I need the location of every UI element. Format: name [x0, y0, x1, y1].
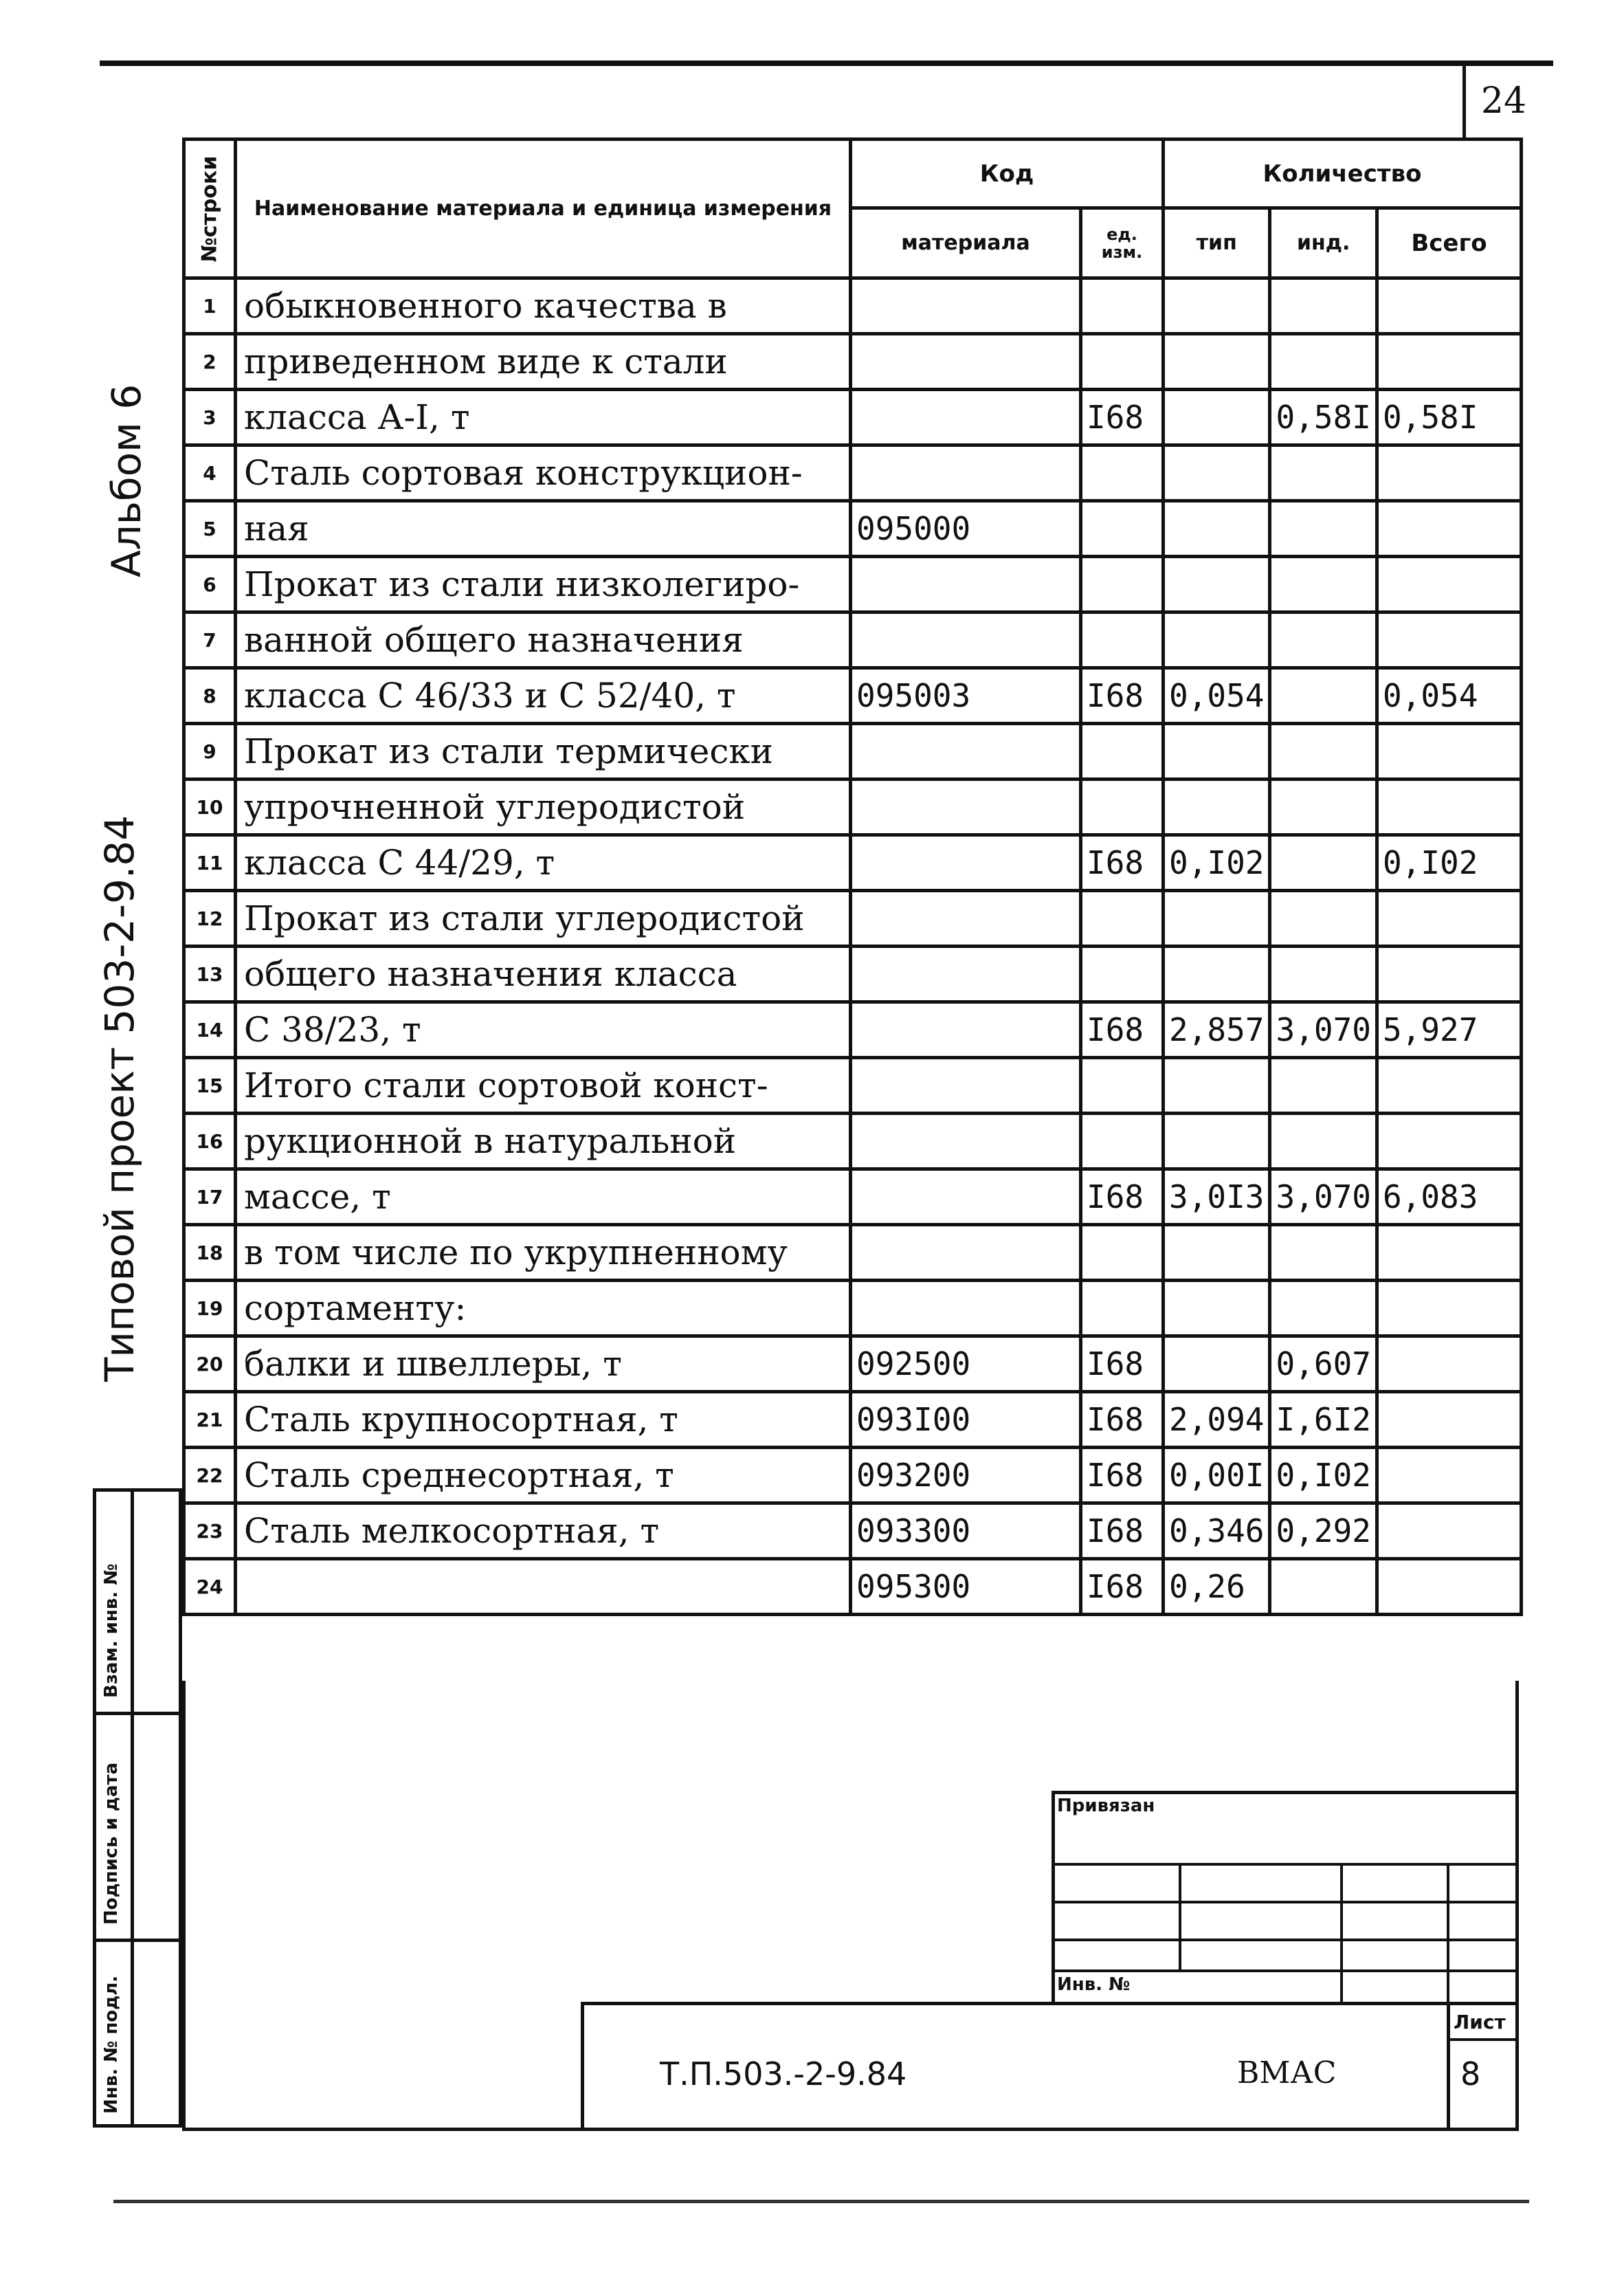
album-title: Альбом 6 [103, 384, 150, 577]
cell-qty-total [1377, 1114, 1521, 1169]
cell-qty-ind [1270, 445, 1377, 501]
cell-row-number: 21 [184, 1392, 236, 1448]
table-row [184, 1559, 1522, 1615]
cell-qty-ind: I,6I2 [1270, 1392, 1377, 1448]
cell-material-code: 092500 [851, 1336, 1081, 1392]
cell-qty-total [1377, 891, 1521, 947]
cell-qty-ind [1270, 557, 1377, 612]
cell-material-name: Сталь среднесортная, т [236, 1448, 851, 1503]
table-body [184, 278, 1522, 1615]
cell-qty-total [1377, 1392, 1521, 1448]
cell-qty-total [1377, 724, 1521, 780]
cell-qty-ind [1270, 1559, 1377, 1615]
cell-unit-code [1081, 1281, 1164, 1336]
cell-material-name: Прокат из стали углеродистой [236, 891, 851, 947]
bottom-border-rule [113, 2200, 1529, 2203]
cell-qty-total [1377, 557, 1521, 612]
cell-row-number: 6 [184, 557, 236, 612]
cell-row-number: 8 [184, 668, 236, 724]
cell-qty-ind [1270, 612, 1377, 668]
cell-material-code [851, 1169, 1081, 1225]
cell-qty-ind [1270, 1058, 1377, 1114]
header-quantity: Количество [1164, 140, 1522, 208]
cell-row-number: 24 [184, 1559, 236, 1615]
cell-material-code [851, 334, 1081, 390]
cell-unit-code [1081, 947, 1164, 1002]
cell-qty-total [1377, 445, 1521, 501]
sheet-number: 24 [1480, 80, 1527, 122]
cell-unit-code: I68 [1081, 1448, 1164, 1503]
cell-row-number: 19 [184, 1281, 236, 1336]
cell-qty-type [1164, 1281, 1270, 1336]
cell-material-code [851, 947, 1081, 1002]
cell-qty-type: 2,094 [1164, 1392, 1270, 1448]
cell-material-code [851, 780, 1081, 835]
cell-row-number: 16 [184, 1114, 236, 1169]
cell-material-code [851, 1281, 1081, 1336]
cell-qty-type [1164, 724, 1270, 780]
header-code: Код [851, 140, 1164, 208]
cell-material-code: 095003 [851, 668, 1081, 724]
table-row [184, 1392, 1522, 1448]
cell-qty-ind [1270, 1225, 1377, 1281]
cell-material-name: класса А-I, т [236, 390, 851, 445]
cell-qty-ind: 3,070 [1270, 1169, 1377, 1225]
cell-material-code [851, 891, 1081, 947]
cell-unit-code: I68 [1081, 1169, 1164, 1225]
table-row [184, 891, 1522, 947]
cell-qty-type [1164, 612, 1270, 668]
cell-material-name [236, 1559, 851, 1615]
cell-material-code [851, 1225, 1081, 1281]
sheet-label: Лист [1454, 2011, 1506, 2033]
cell-unit-code: I68 [1081, 1002, 1164, 1058]
cell-qty-type [1164, 1114, 1270, 1169]
cell-qty-ind [1270, 334, 1377, 390]
table-row [184, 1058, 1522, 1114]
cell-row-number: 3 [184, 390, 236, 445]
cell-row-number: 23 [184, 1503, 236, 1559]
cell-qty-total [1377, 780, 1521, 835]
cell-material-code [851, 835, 1081, 891]
cell-material-code: 095300 [851, 1559, 1081, 1615]
cell-qty-total [1377, 334, 1521, 390]
cell-unit-code [1081, 891, 1164, 947]
doc-name: ВМАС [1237, 2055, 1337, 2090]
cell-material-code [851, 390, 1081, 445]
cell-qty-type [1164, 334, 1270, 390]
cell-row-number: 20 [184, 1336, 236, 1392]
cell-material-code [851, 1058, 1081, 1114]
cell-qty-type [1164, 780, 1270, 835]
cell-material-name: обыкновенного качества в [236, 278, 851, 334]
left-stamp-separator-1 [93, 1712, 182, 1715]
table-row [184, 1448, 1522, 1503]
table-row [184, 1002, 1522, 1058]
cell-unit-code: I68 [1081, 668, 1164, 724]
cell-row-number: 18 [184, 1225, 236, 1281]
cell-qty-total [1377, 1448, 1521, 1503]
cell-material-name: Итого стали сортовой конст- [236, 1058, 851, 1114]
cell-qty-type: 0,00I [1164, 1448, 1270, 1503]
table-row [184, 1114, 1522, 1169]
cell-qty-total: 0,58I [1377, 390, 1521, 445]
cell-qty-type [1164, 1336, 1270, 1392]
cell-material-name: балки и швеллеры, т [236, 1336, 851, 1392]
cell-qty-total [1377, 278, 1521, 334]
applied-col-2 [1340, 1863, 1343, 2004]
cell-qty-type: 2,857 [1164, 1002, 1270, 1058]
applied-col-1 [1179, 1863, 1181, 1969]
table-row [184, 445, 1522, 501]
cell-material-name: Сталь сортовая конструкцион- [236, 445, 851, 501]
table-row [184, 780, 1522, 835]
cell-qty-total [1377, 1225, 1521, 1281]
cell-unit-code [1081, 557, 1164, 612]
cell-material-name: в том числе по укрупненному [236, 1225, 851, 1281]
sheet-cell-left [1447, 2002, 1450, 2131]
project-title: Типовой проект 503-2-9.84 [96, 815, 143, 1382]
cell-qty-ind [1270, 501, 1377, 557]
cell-material-name: С 38/23, т [236, 1002, 851, 1058]
cell-row-number: 10 [184, 780, 236, 835]
cell-material-code [851, 278, 1081, 334]
table-row [184, 1281, 1522, 1336]
cell-unit-code [1081, 1114, 1164, 1169]
cell-material-name: общего назначения класса [236, 947, 851, 1002]
cell-qty-type: 0,26 [1164, 1559, 1270, 1615]
cell-row-number: 5 [184, 501, 236, 557]
table-row [184, 334, 1522, 390]
cell-qty-total: 0,054 [1377, 668, 1521, 724]
cell-row-number: 11 [184, 835, 236, 891]
top-border-rule [100, 60, 1553, 66]
cell-qty-type: 0,054 [1164, 668, 1270, 724]
cell-qty-total [1377, 947, 1521, 1002]
table-row [184, 724, 1522, 780]
cell-unit-code [1081, 1225, 1164, 1281]
cell-qty-total: 0,I02 [1377, 835, 1521, 891]
cell-unit-code: I68 [1081, 1392, 1164, 1448]
cell-material-name: приведенном виде к стали [236, 334, 851, 390]
cell-material-code [851, 557, 1081, 612]
cell-row-number: 22 [184, 1448, 236, 1503]
table-row [184, 1169, 1522, 1225]
cell-material-name: класса С 44/29, т [236, 835, 851, 891]
cell-material-name: рукционной в натуральной [236, 1114, 851, 1169]
table-row [184, 947, 1522, 1002]
cell-material-name: Прокат из стали низколегиро- [236, 557, 851, 612]
cell-qty-ind [1270, 780, 1377, 835]
left-stamp-separator-2 [93, 1939, 182, 1942]
cell-unit-code: I68 [1081, 390, 1164, 445]
title-block-left [581, 2002, 584, 2131]
table-row [184, 278, 1522, 334]
cell-material-code: 095000 [851, 501, 1081, 557]
header-code-material: материала [851, 208, 1081, 278]
table-row [184, 1503, 1522, 1559]
cell-qty-type [1164, 1058, 1270, 1114]
cell-material-name: ванной общего назначения [236, 612, 851, 668]
cell-unit-code [1081, 612, 1164, 668]
inv-no-label: Инв. № [1057, 1974, 1131, 1995]
cell-row-number: 12 [184, 891, 236, 947]
doc-code: Т.П.503.-2-9.84 [660, 2055, 907, 2093]
stamp-inv-orig: Инв. № подл. [101, 1975, 122, 2114]
header-qty-ind: инд. [1270, 208, 1377, 278]
cell-qty-type [1164, 390, 1270, 445]
applied-label: Привязан [1057, 1796, 1155, 1816]
cell-unit-code [1081, 278, 1164, 334]
cell-qty-total [1377, 612, 1521, 668]
cell-qty-ind [1270, 724, 1377, 780]
cell-qty-total [1377, 1336, 1521, 1392]
cell-material-name: класса С 46/33 и С 52/40, т [236, 668, 851, 724]
sheet-cell-divider [1447, 2038, 1519, 2041]
cell-material-code: 093I00 [851, 1392, 1081, 1448]
cell-material-code [851, 1114, 1081, 1169]
materials-table [182, 137, 1523, 1616]
cell-material-name: Сталь крупносортная, т [236, 1392, 851, 1448]
cell-qty-type [1164, 557, 1270, 612]
cell-row-number: 15 [184, 1058, 236, 1114]
cell-qty-total: 6,083 [1377, 1169, 1521, 1225]
sheet-value: 8 [1460, 2055, 1481, 2093]
cell-qty-type: 0,I02 [1164, 835, 1270, 891]
cell-row-number: 2 [184, 334, 236, 390]
header-code-unit: ед. изм. [1081, 208, 1164, 278]
cell-qty-ind [1270, 835, 1377, 891]
cell-qty-total [1377, 1058, 1521, 1114]
cell-row-number: 14 [184, 1002, 236, 1058]
cell-material-name: массе, т [236, 1169, 851, 1225]
cell-unit-code: I68 [1081, 1559, 1164, 1615]
cell-qty-type [1164, 278, 1270, 334]
cell-row-number: 7 [184, 612, 236, 668]
cell-row-number: 4 [184, 445, 236, 501]
cell-qty-ind [1270, 278, 1377, 334]
cell-qty-ind: 0,607 [1270, 1336, 1377, 1392]
cell-unit-code: I68 [1081, 835, 1164, 891]
title-block-top [581, 2002, 1519, 2005]
cell-row-number: 17 [184, 1169, 236, 1225]
stamp-replace-inv: Взам. инв. № [101, 1563, 122, 1698]
cell-unit-code [1081, 334, 1164, 390]
cell-qty-ind: 0,58I [1270, 390, 1377, 445]
cell-qty-total [1377, 1503, 1521, 1559]
cell-unit-code [1081, 1058, 1164, 1114]
cell-qty-total: 5,927 [1377, 1002, 1521, 1058]
cell-material-code [851, 724, 1081, 780]
table-row [184, 390, 1522, 445]
cell-material-name: Прокат из стали термически [236, 724, 851, 780]
cell-qty-ind [1270, 891, 1377, 947]
cell-qty-ind: 0,I02 [1270, 1448, 1377, 1503]
cell-unit-code [1081, 724, 1164, 780]
cell-unit-code [1081, 780, 1164, 835]
cell-qty-ind: 0,292 [1270, 1503, 1377, 1559]
cell-qty-total [1377, 1559, 1521, 1615]
cell-qty-ind: 3,070 [1270, 1002, 1377, 1058]
cell-material-name: упрочненной углеродистой [236, 780, 851, 835]
cell-material-code [851, 1002, 1081, 1058]
cell-qty-type [1164, 947, 1270, 1002]
cell-material-name: сортаменту: [236, 1281, 851, 1336]
header-qty-total: Всего [1377, 208, 1521, 278]
cell-qty-type [1164, 501, 1270, 557]
cell-row-number: 9 [184, 724, 236, 780]
cell-qty-type [1164, 1225, 1270, 1281]
applied-block-top [1052, 1791, 1519, 1794]
cell-qty-type [1164, 445, 1270, 501]
cell-qty-type: 0,346 [1164, 1503, 1270, 1559]
cell-unit-code [1081, 501, 1164, 557]
table-row [184, 668, 1522, 724]
table-row [184, 501, 1522, 557]
cell-material-code [851, 445, 1081, 501]
table-row [184, 1336, 1522, 1392]
cell-qty-ind [1270, 1281, 1377, 1336]
header-qty-type: тип [1164, 208, 1270, 278]
cell-qty-ind [1270, 668, 1377, 724]
stamp-sign-date: Подпись и дата [101, 1762, 122, 1925]
cell-row-number: 13 [184, 947, 236, 1002]
cell-material-name: Сталь мелкосортная, т [236, 1503, 851, 1559]
cell-qty-total [1377, 501, 1521, 557]
cell-qty-type: 3,0I3 [1164, 1169, 1270, 1225]
table-row [184, 557, 1522, 612]
cell-material-code: 093300 [851, 1503, 1081, 1559]
cell-qty-ind [1270, 1114, 1377, 1169]
table-row [184, 1225, 1522, 1281]
cell-row-number: 1 [184, 278, 236, 334]
header-row-number: №строки [184, 140, 236, 278]
cell-unit-code: I68 [1081, 1503, 1164, 1559]
left-stamp-divider [131, 1488, 134, 2128]
cell-material-code [851, 612, 1081, 668]
table-row [184, 835, 1522, 891]
cell-unit-code: I68 [1081, 1336, 1164, 1392]
cell-material-name: ная [236, 501, 851, 557]
table-row [184, 612, 1522, 668]
applied-col-3 [1447, 1863, 1449, 2004]
cell-qty-type [1164, 891, 1270, 947]
cell-unit-code [1081, 445, 1164, 501]
header-name: Наименование материала и единица измерения [236, 140, 851, 278]
cell-qty-total [1377, 1281, 1521, 1336]
cell-qty-ind [1270, 947, 1377, 1002]
cell-material-code: 093200 [851, 1448, 1081, 1503]
